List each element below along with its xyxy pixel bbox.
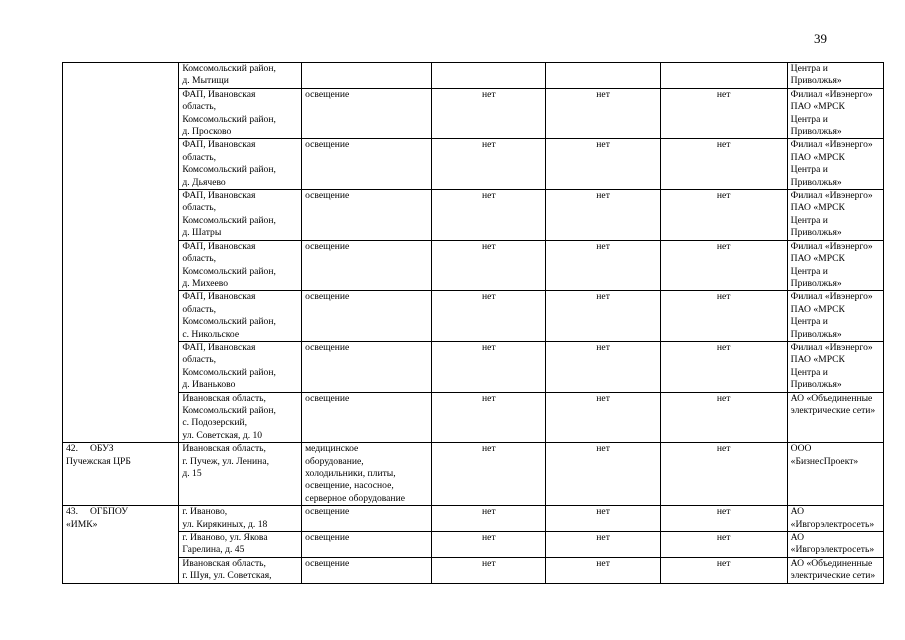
- organization-number-line: [66, 506, 175, 518]
- status-cell-col-a: нет: [432, 88, 546, 139]
- status-cell-col-c: [660, 63, 787, 89]
- cell-line: Филиал «Ивэнерго»: [790, 88, 873, 100]
- cell-line: АО «Объединенные: [790, 392, 873, 404]
- cell-line: Приволжья»: [790, 277, 842, 289]
- cell-line: освещение: [305, 506, 350, 518]
- cell-line: ФАП, Ивановская: [182, 190, 256, 202]
- cell-line: АО: [790, 532, 805, 544]
- table-row: [63, 341, 884, 392]
- status-cell-col-b: нет: [546, 139, 660, 190]
- supplier-cell: [787, 506, 883, 532]
- organization-number-line: [66, 443, 175, 455]
- cell-line: Гарелина, д. 45: [182, 544, 245, 556]
- status-cell-col-c: нет: [660, 443, 787, 506]
- status-cell-col-a: нет: [432, 443, 546, 506]
- status-cell-col-c: нет: [660, 291, 787, 342]
- status-cell-col-b: нет: [546, 341, 660, 392]
- supplier-cell: [787, 63, 883, 89]
- cell-line: Филиал «Ивэнерго»: [790, 341, 873, 353]
- status-cell-col-b: нет: [546, 532, 660, 558]
- cell-line: Комсомольский район,: [182, 214, 276, 226]
- page-number: 39: [814, 31, 827, 46]
- organization-name-line2: Пучежская ЦРБ: [66, 455, 131, 467]
- status-cell-col-a: нет: [432, 341, 546, 392]
- cell-line: Приволжья»: [790, 379, 842, 391]
- table-row: [63, 190, 884, 241]
- cell-line: область,: [182, 253, 217, 265]
- cell-line: электрические сети»: [790, 570, 876, 582]
- table-row: [63, 240, 884, 291]
- organization-name-line2: «ИМК»: [66, 518, 98, 530]
- cell-line: область,: [182, 151, 217, 163]
- equipment-cell: [302, 557, 432, 583]
- cell-line: с. Никольское: [182, 328, 240, 340]
- equipment-cell: [302, 190, 432, 241]
- address-cell: [179, 341, 302, 392]
- status-cell-col-a: нет: [432, 190, 546, 241]
- supplier-cell: [787, 88, 883, 139]
- cell-line: Центра и: [790, 316, 828, 328]
- cell-line: д. 15: [182, 468, 202, 479]
- table-row: [63, 532, 884, 558]
- table-row: [63, 139, 884, 190]
- cell-line: освещение, насосное,: [305, 480, 394, 492]
- status-cell-col-c: нет: [660, 139, 787, 190]
- cell-line: Приволжья»: [790, 176, 842, 188]
- table-row: [63, 291, 884, 342]
- status-cell-col-b: [546, 63, 660, 89]
- cell-line: область,: [182, 354, 217, 366]
- cell-line: г. Иваново, ул. Якова: [182, 532, 268, 544]
- table-row: [63, 392, 884, 443]
- status-cell-col-a: нет: [432, 392, 546, 443]
- status-cell-col-c: нет: [660, 506, 787, 532]
- table-row: [63, 88, 884, 139]
- status-cell-col-a: нет: [432, 240, 546, 291]
- equipment-cell: [302, 506, 432, 532]
- cell-line: ПАО «МРСК: [790, 151, 845, 163]
- address-cell: [179, 240, 302, 291]
- cell-line: г. Иваново,: [182, 506, 228, 518]
- cell-line: Центра и: [790, 113, 828, 125]
- cell-line: Комсомольский район,: [182, 366, 276, 378]
- cell-line: Комсомольский район,: [182, 404, 276, 416]
- address-cell: [179, 557, 302, 583]
- cell-line: ФАП, Ивановская: [182, 240, 256, 252]
- equipment-cell: [302, 341, 432, 392]
- cell-line: область,: [182, 101, 217, 113]
- cell-line: Приволжья»: [790, 227, 842, 239]
- supplier-cell: [787, 341, 883, 392]
- cell-line: г. Шуя, ул. Советская,: [182, 570, 272, 582]
- equipment-cell: [302, 392, 432, 443]
- status-cell-col-a: нет: [432, 291, 546, 342]
- cell-line: электрические сети»: [790, 404, 876, 416]
- cell-line: Центра и: [790, 366, 828, 378]
- status-cell-col-a: [432, 63, 546, 89]
- status-cell-col-b: нет: [546, 557, 660, 583]
- cell-line: «Ивгорэлектросеть»: [790, 544, 875, 556]
- cell-line: Филиал «Ивэнерго»: [790, 190, 873, 202]
- cell-line: освещение: [305, 139, 350, 151]
- status-cell-col-c: нет: [660, 88, 787, 139]
- cell-line: ФАП, Ивановская: [182, 139, 256, 151]
- cell-line: освещение: [305, 291, 350, 303]
- cell-line: серверное оборудование: [305, 492, 405, 504]
- cell-line: освещение: [305, 392, 350, 404]
- cell-line: ФАП, Ивановская: [182, 291, 256, 303]
- status-cell-col-b: нет: [546, 240, 660, 291]
- address-cell: [179, 506, 302, 532]
- cell-line: Комсомольский район,: [182, 164, 276, 176]
- cell-line: д. Просково: [182, 126, 232, 138]
- equipment-cell: [302, 139, 432, 190]
- address-cell: [179, 443, 302, 506]
- cell-line: ПАО «МРСК: [790, 202, 845, 214]
- cell-line: холодильники, плиты,: [305, 468, 396, 479]
- cell-line: освещение: [305, 532, 350, 544]
- cell-line: «БизнесПроект»: [790, 455, 859, 467]
- address-cell: [179, 291, 302, 342]
- cell-line: Комсомольский район,: [182, 113, 276, 125]
- status-cell-col-b: нет: [546, 190, 660, 241]
- cell-line: Центра и: [790, 164, 828, 176]
- cell-line: Приволжья»: [790, 75, 842, 87]
- address-cell: [179, 63, 302, 89]
- cell-line: Комсомольский район,: [182, 316, 276, 328]
- cell-line: оборудование,: [305, 455, 364, 467]
- cell-line: Центра и: [790, 214, 828, 226]
- cell-line: Комсомольский район,: [182, 63, 276, 74]
- supplier-cell: [787, 240, 883, 291]
- supplier-cell: [787, 557, 883, 583]
- cell-line: Приволжья»: [790, 328, 842, 340]
- facilities-table: [62, 62, 884, 584]
- cell-line: ПАО «МРСК: [790, 101, 845, 113]
- table-row: [63, 63, 884, 89]
- cell-line: д. Иваньково: [182, 379, 236, 391]
- equipment-cell: [302, 443, 432, 506]
- cell-line: ООО: [790, 443, 812, 455]
- cell-line: Ивановская область,: [182, 443, 266, 455]
- cell-line: область,: [182, 202, 217, 214]
- organization-name: ОГБПОУ: [90, 506, 129, 518]
- organization-name: ОБУЗ: [90, 443, 114, 455]
- address-cell: [179, 139, 302, 190]
- status-cell-col-c: нет: [660, 392, 787, 443]
- cell-line: ФАП, Ивановская: [182, 341, 256, 353]
- cell-line: АО: [790, 506, 805, 518]
- status-cell-col-c: нет: [660, 341, 787, 392]
- equipment-cell: [302, 88, 432, 139]
- cell-line: освещение: [305, 88, 350, 100]
- status-cell-col-a: нет: [432, 139, 546, 190]
- organization-cell: [63, 443, 179, 506]
- cell-line: Ивановская область,: [182, 557, 266, 569]
- cell-line: Филиал «Ивэнерго»: [790, 291, 873, 303]
- cell-line: медицинское: [305, 443, 359, 455]
- status-cell-col-b: нет: [546, 88, 660, 139]
- cell-line: освещение: [305, 240, 350, 252]
- status-cell-col-c: нет: [660, 557, 787, 583]
- equipment-cell: [302, 532, 432, 558]
- cell-line: ФАП, Ивановская: [182, 88, 256, 100]
- organization-number: 42.: [66, 443, 78, 455]
- organization-cell: [63, 63, 179, 443]
- cell-line: АО «Объединенные: [790, 557, 873, 569]
- table-row: [63, 557, 884, 583]
- cell-line: д. Мытищи: [182, 75, 229, 87]
- status-cell-col-a: нет: [432, 557, 546, 583]
- table-row: [63, 506, 884, 532]
- cell-line: Приволжья»: [790, 126, 842, 138]
- status-cell-col-b: нет: [546, 291, 660, 342]
- cell-line: ул. Кирякиных, д. 18: [182, 518, 268, 530]
- status-cell-col-b: нет: [546, 392, 660, 443]
- cell-line: ПАО «МРСК: [790, 303, 845, 315]
- table-row: [63, 443, 884, 506]
- supplier-cell: [787, 190, 883, 241]
- status-cell-col-a: нет: [432, 532, 546, 558]
- cell-line: «Ивгорэлектросеть»: [790, 518, 875, 530]
- cell-line: освещение: [305, 557, 350, 569]
- equipment-cell: [302, 291, 432, 342]
- supplier-cell: [787, 443, 883, 506]
- cell-line: ПАО «МРСК: [790, 354, 845, 366]
- status-cell-col-c: нет: [660, 240, 787, 291]
- supplier-cell: [787, 291, 883, 342]
- cell-line: Центра и: [790, 265, 828, 277]
- address-cell: [179, 88, 302, 139]
- cell-line: д. Шатры: [182, 227, 222, 239]
- cell-line: Комсомольский район,: [182, 265, 276, 277]
- cell-line: д. Михеево: [182, 277, 229, 289]
- supplier-cell: [787, 532, 883, 558]
- organization-number: 43.: [66, 506, 78, 518]
- status-cell-col-c: нет: [660, 190, 787, 241]
- status-cell-col-b: нет: [546, 506, 660, 532]
- supplier-cell: [787, 392, 883, 443]
- cell-line: с. Подозерский,: [182, 417, 247, 429]
- cell-line: освещение: [305, 341, 350, 353]
- cell-line: д. Дьячево: [182, 176, 226, 188]
- cell-line: ПАО «МРСК: [790, 253, 845, 265]
- cell-line: область,: [182, 303, 217, 315]
- supplier-cell: [787, 139, 883, 190]
- cell-line: г. Пучеж, ул. Ленина,: [182, 455, 269, 467]
- organization-cell: [63, 506, 179, 583]
- cell-line: Центра и: [790, 63, 828, 74]
- status-cell-col-a: нет: [432, 506, 546, 532]
- address-cell: [179, 532, 302, 558]
- equipment-cell: [302, 240, 432, 291]
- cell-line: ул. Советская, д. 10: [182, 429, 263, 441]
- status-cell-col-c: нет: [660, 532, 787, 558]
- address-cell: [179, 190, 302, 241]
- cell-line: Филиал «Ивэнерго»: [790, 139, 873, 151]
- cell-line: Ивановская область,: [182, 392, 266, 404]
- status-cell-col-b: нет: [546, 443, 660, 506]
- cell-line: освещение: [305, 190, 350, 202]
- equipment-cell: [302, 63, 432, 89]
- address-cell: [179, 392, 302, 443]
- cell-line: Филиал «Ивэнерго»: [790, 240, 873, 252]
